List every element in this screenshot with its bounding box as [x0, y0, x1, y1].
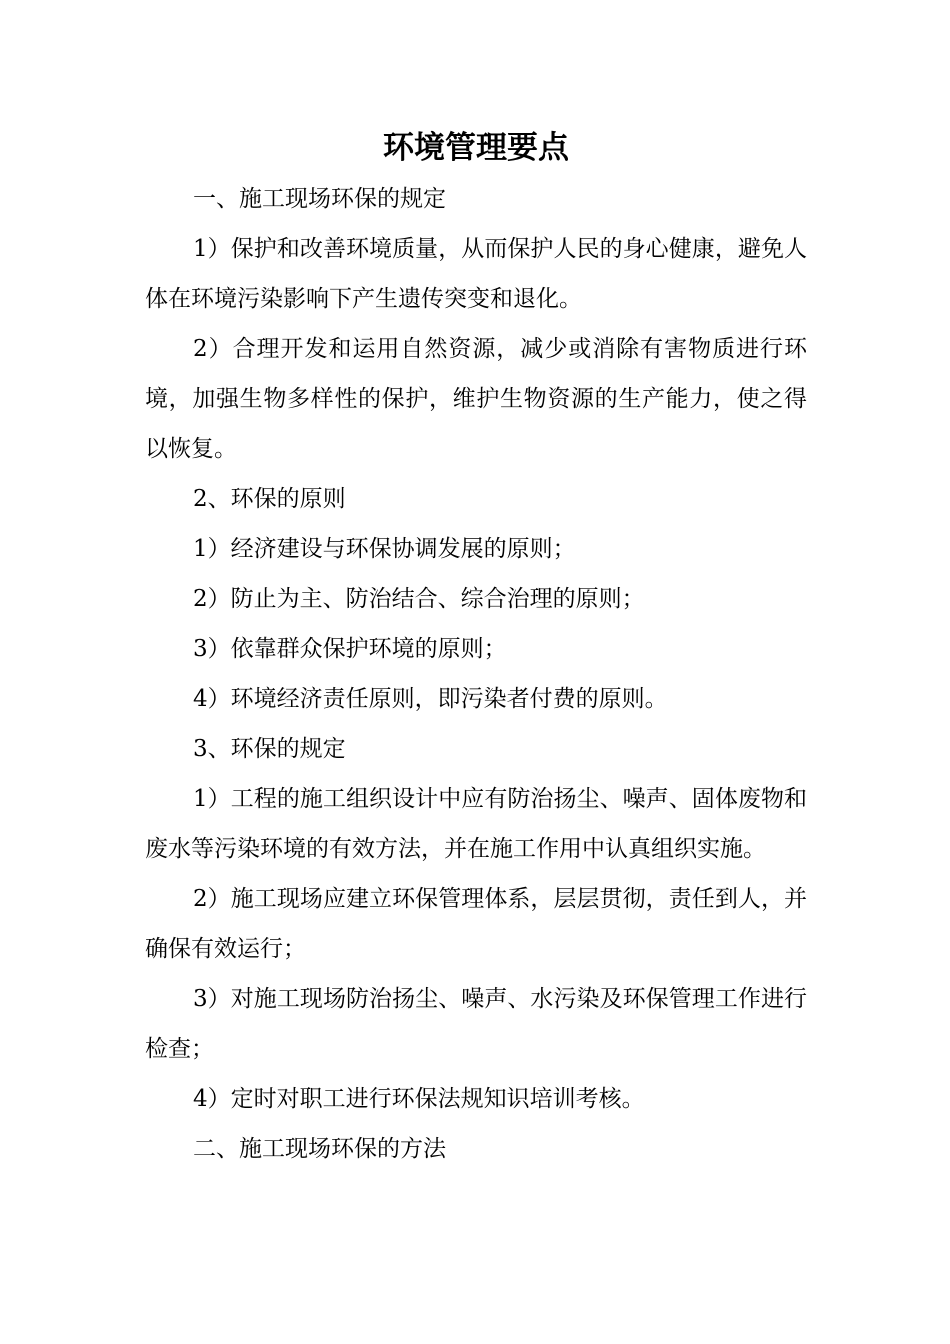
paragraph: 3）对施工现场防治扬尘、噪声、水污染及环保管理工作进行检查； [145, 986, 807, 1062]
section-heading-1: 一、施工现场环保的规定 [193, 186, 446, 212]
document-title: 环境管理要点 [383, 130, 569, 166]
list-item: 1）经济建设与环保协调发展的原则； [193, 536, 576, 562]
list-item: 4）定时对职工进行环保法规知识培训考核。 [193, 1086, 645, 1112]
list-item: 2）防止为主、防治结合、综合治理的原则； [193, 586, 645, 612]
paragraph: 1）工程的施工组织设计中应有防治扬尘、噪声、固体废物和废水等污染环境的有效方法，并在施工作用中认真组织实施。 [145, 786, 807, 862]
paragraph: 1）保护和改善环境质量，从而保护人民的身心健康，避免人体在环境污染影响下产生遗传突变和退化。 [145, 236, 807, 312]
subsection-heading: 3、环保的规定 [193, 736, 346, 762]
paragraph: 2）施工现场应建立环保管理体系，层层贯彻，责任到人，并确保有效运行； [145, 886, 807, 962]
section-heading-2: 二、施工现场环保的方法 [193, 1136, 446, 1162]
list-item: 3）依靠群众保护环境的原则； [193, 636, 507, 662]
list-item: 4）环境经济责任原则，即污染者付费的原则。 [193, 686, 668, 712]
paragraph: 2）合理开发和运用自然资源，减少或消除有害物质进行环境，加强生物多样性的保护，维护生物资源的生产能力，使之得以恢复。 [145, 336, 807, 462]
document-body [145, 122, 807, 1174]
subsection-heading: 2、环保的原则 [193, 486, 346, 512]
